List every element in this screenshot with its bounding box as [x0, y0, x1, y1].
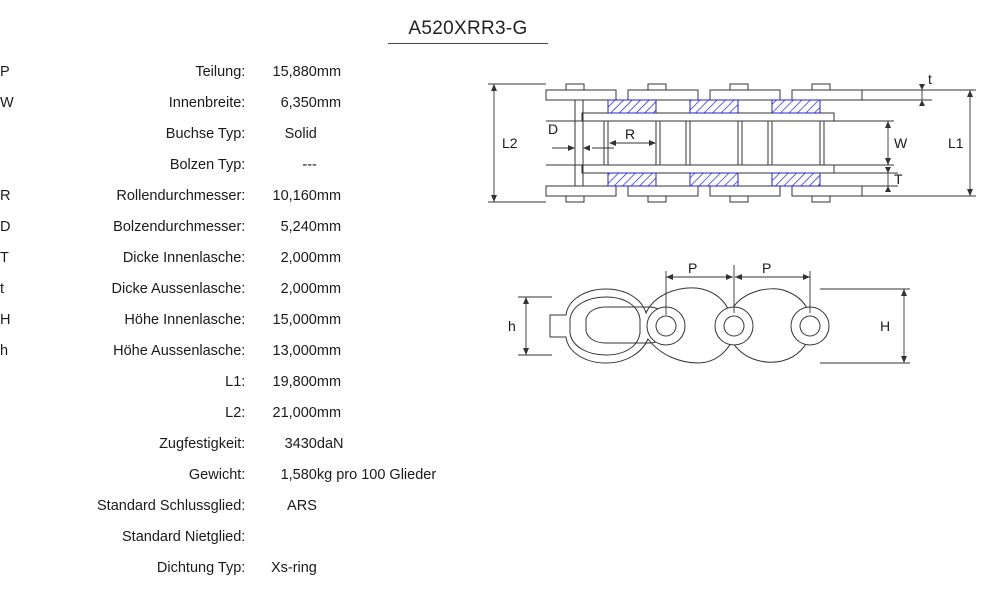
row-label: Standard Schlussglied:	[97, 497, 246, 514]
table-row	[0, 459, 460, 490]
row-label: Bolzendurchmesser:	[113, 218, 246, 235]
table-row	[0, 366, 460, 397]
row-value: 19,800	[272, 373, 317, 390]
row-label: Gewicht:	[188, 466, 246, 483]
row-label: Rollendurchmesser:	[116, 187, 246, 204]
row-unit: kg pro 100 Glieder	[316, 466, 437, 483]
row-symbol	[0, 521, 22, 552]
row-label: Innenbreite:	[168, 94, 246, 111]
dimension-label-H: H	[880, 318, 891, 334]
row-symbol: T	[0, 249, 9, 266]
row-value: 15,000	[272, 311, 317, 328]
row-label: Zugfestigkeit:	[159, 435, 246, 452]
row-symbol	[0, 428, 22, 459]
row-unit	[317, 118, 460, 149]
table-row	[0, 552, 460, 583]
row-label: Standard Nietglied:	[122, 528, 246, 545]
row-value: 15,880	[272, 63, 317, 80]
dimension-h	[508, 297, 552, 355]
row-label: L1:	[225, 373, 246, 390]
table-row	[0, 56, 460, 87]
table-row	[0, 428, 460, 459]
table-row	[0, 397, 460, 428]
dimension-label-L2: L2	[502, 135, 518, 151]
row-value: 10,160	[272, 187, 317, 204]
table-row	[0, 521, 460, 552]
row-value: 13,000	[272, 342, 317, 359]
row-value: Solid	[284, 125, 317, 142]
cross-section-view	[470, 58, 1000, 243]
row-unit	[317, 149, 460, 180]
row-unit: mm	[316, 218, 342, 235]
row-symbol: W	[0, 94, 14, 111]
row-unit: mm	[316, 311, 342, 328]
row-unit	[317, 552, 460, 583]
table-row	[0, 273, 460, 304]
row-value: 3430	[284, 435, 317, 452]
row-value: 21,000	[272, 404, 317, 421]
row-unit	[317, 490, 460, 521]
row-value: ---	[302, 156, 317, 173]
dimension-L1	[862, 90, 976, 196]
row-symbol: t	[0, 280, 5, 297]
row-label: Höhe Aussenlasche:	[113, 342, 246, 359]
dimension-R	[609, 126, 656, 146]
row-unit: mm	[316, 187, 342, 204]
dimension-W	[834, 121, 908, 165]
row-value: ARS	[287, 497, 317, 514]
table-row	[0, 149, 460, 180]
row-value: 6,350	[280, 94, 317, 111]
row-label: L2:	[225, 404, 246, 421]
table-row	[0, 304, 460, 335]
row-label: Dichtung Typ:	[156, 559, 246, 576]
page-title: A520XRR3-G	[388, 18, 548, 44]
row-value: 2,000	[280, 280, 317, 297]
outer-plate-top	[546, 84, 862, 100]
row-symbol	[0, 149, 22, 180]
dimension-label-L1: L1	[948, 135, 964, 151]
row-label: Bolzen Typ:	[169, 156, 246, 173]
row-unit: mm	[316, 373, 342, 390]
dimension-label-W: W	[894, 135, 908, 151]
row-value	[245, 521, 317, 552]
row-value: 2,000	[280, 249, 317, 266]
table-row	[0, 211, 460, 242]
table-row	[0, 490, 460, 521]
row-label: Buchse Typ:	[165, 125, 246, 142]
dimension-label-T: T	[894, 171, 903, 187]
row-unit: mm	[316, 404, 342, 421]
row-value: 5,240	[280, 218, 317, 235]
table-row	[0, 87, 460, 118]
dimension-label-t: t	[928, 71, 932, 87]
specification-table	[0, 56, 460, 583]
row-symbol	[0, 552, 22, 583]
row-symbol: H	[0, 311, 11, 328]
outer-plate-bottom	[546, 186, 862, 202]
row-unit: mm	[316, 63, 342, 80]
dimension-label-h: h	[508, 318, 516, 334]
row-unit: mm	[316, 94, 342, 111]
dimension-label-R: R	[625, 126, 636, 142]
table-row	[0, 180, 460, 211]
table-row	[0, 242, 460, 273]
row-symbol	[0, 118, 22, 149]
table-row	[0, 335, 460, 366]
row-value: 1,580	[280, 466, 317, 483]
dimension-label-P-2: P	[762, 260, 772, 276]
row-symbol: P	[0, 63, 10, 80]
row-label: Höhe Innenlasche:	[124, 311, 246, 328]
row-symbol: D	[0, 218, 11, 235]
dimension-label-P-1: P	[688, 260, 698, 276]
row-symbol	[0, 459, 22, 490]
row-label: Dicke Innenlasche:	[122, 249, 246, 266]
row-unit	[317, 521, 460, 552]
dimension-H	[820, 289, 910, 363]
row-label: Teilung:	[195, 63, 246, 80]
row-unit: mm	[316, 342, 342, 359]
pin-circles	[647, 307, 829, 345]
row-value: Xs-ring	[270, 559, 317, 576]
row-label: Dicke Aussenlasche:	[111, 280, 246, 297]
row-unit: mm	[316, 280, 342, 297]
row-symbol	[0, 490, 22, 521]
row-symbol	[0, 397, 22, 428]
row-symbol: h	[0, 342, 9, 359]
row-symbol	[0, 366, 22, 397]
table-row	[0, 118, 460, 149]
row-symbol: R	[0, 187, 11, 204]
row-unit: mm	[316, 249, 342, 266]
dimension-label-D: D	[548, 121, 559, 137]
dimension-t	[862, 71, 932, 106]
row-unit: daN	[316, 435, 344, 452]
dimension-L2	[488, 84, 546, 202]
side-view	[490, 255, 960, 400]
